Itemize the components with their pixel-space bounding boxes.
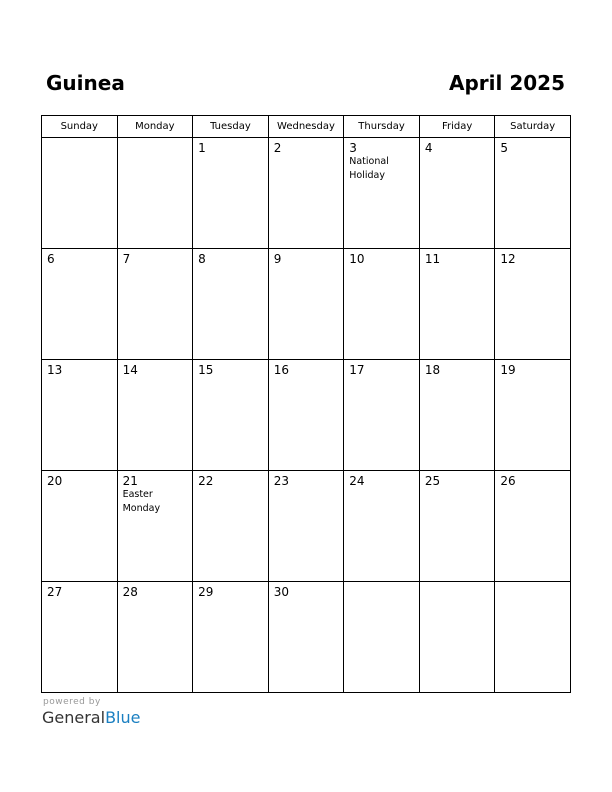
day-cell bbox=[344, 360, 420, 471]
calendar-grid bbox=[41, 115, 571, 693]
day-number: 29 bbox=[198, 585, 214, 599]
day-cell bbox=[117, 582, 193, 693]
week-row bbox=[42, 249, 571, 360]
day-cell bbox=[42, 360, 118, 471]
day-number: 20 bbox=[47, 474, 63, 488]
day-number: 28 bbox=[122, 585, 138, 599]
week-row bbox=[42, 138, 571, 249]
day-cell bbox=[42, 249, 118, 360]
brand-blue-text: Blue bbox=[105, 708, 141, 727]
day-cell bbox=[117, 138, 193, 249]
day-cell bbox=[495, 360, 571, 471]
holiday-label: Easter Monday bbox=[122, 489, 161, 514]
day-number: 14 bbox=[122, 363, 138, 377]
day-number: 4 bbox=[424, 141, 433, 155]
day-number: 10 bbox=[349, 252, 365, 266]
weekday-monday: Monday bbox=[117, 116, 193, 138]
day-cell bbox=[268, 471, 344, 582]
day-cell bbox=[419, 471, 495, 582]
day-cell bbox=[193, 471, 269, 582]
day-number: 1 bbox=[198, 141, 206, 155]
day-number: 26 bbox=[500, 474, 516, 488]
weekday-saturday: Saturday bbox=[495, 116, 571, 138]
day-cell bbox=[117, 249, 193, 360]
powered-by-label: powered by bbox=[43, 697, 101, 707]
weekday-header-row bbox=[42, 116, 571, 138]
day-cell bbox=[495, 471, 571, 582]
day-number: 16 bbox=[273, 363, 289, 377]
day-number: 17 bbox=[349, 363, 365, 377]
day-number: 19 bbox=[500, 363, 516, 377]
day-number: 8 bbox=[198, 252, 206, 266]
day-cell bbox=[268, 138, 344, 249]
day-cell bbox=[419, 360, 495, 471]
day-cell bbox=[193, 138, 269, 249]
day-number: 13 bbox=[47, 363, 63, 377]
holiday-label: National Holiday bbox=[349, 156, 389, 181]
day-number: 21 bbox=[122, 474, 138, 488]
day-number: 2 bbox=[273, 141, 282, 155]
day-cell bbox=[344, 471, 420, 582]
brand-general-text: General bbox=[42, 708, 106, 727]
day-cell bbox=[268, 582, 344, 693]
day-number: 22 bbox=[198, 474, 214, 488]
day-cell bbox=[495, 249, 571, 360]
day-cell bbox=[42, 582, 118, 693]
day-cell bbox=[117, 471, 193, 582]
day-cell bbox=[42, 138, 118, 249]
day-cell bbox=[495, 138, 571, 249]
weekday-thursday: Thursday bbox=[344, 116, 420, 138]
day-cell bbox=[419, 138, 495, 249]
day-number: 6 bbox=[47, 252, 55, 266]
day-number: 30 bbox=[273, 585, 289, 599]
day-number: 18 bbox=[424, 363, 441, 377]
week-row bbox=[42, 582, 571, 693]
day-number: 3 bbox=[349, 141, 357, 155]
weekday-sunday: Sunday bbox=[42, 116, 118, 138]
weekday-wednesday: Wednesday bbox=[268, 116, 344, 138]
day-cell bbox=[344, 138, 420, 249]
day-cell bbox=[495, 582, 571, 693]
day-cell bbox=[268, 249, 344, 360]
day-number: 27 bbox=[47, 585, 63, 599]
weekday-friday: Friday bbox=[419, 116, 495, 138]
day-number: 15 bbox=[198, 363, 214, 377]
day-cell bbox=[193, 582, 269, 693]
day-cell bbox=[268, 360, 344, 471]
day-cell bbox=[193, 360, 269, 471]
day-number: 24 bbox=[349, 474, 365, 488]
day-number: 25 bbox=[424, 474, 441, 488]
day-number: 12 bbox=[500, 252, 516, 266]
day-number: 9 bbox=[273, 252, 282, 266]
day-cell bbox=[193, 249, 269, 360]
day-cell bbox=[42, 471, 118, 582]
day-cell bbox=[344, 582, 420, 693]
day-cell bbox=[419, 249, 495, 360]
country-title: Guinea bbox=[46, 71, 125, 95]
day-number: 11 bbox=[424, 252, 441, 266]
day-number: 23 bbox=[273, 474, 289, 488]
day-cell bbox=[344, 249, 420, 360]
week-row bbox=[42, 360, 571, 471]
day-cell bbox=[419, 582, 495, 693]
day-number: 7 bbox=[122, 252, 131, 266]
week-row bbox=[42, 471, 571, 582]
generalblue-logo bbox=[42, 708, 140, 727]
weekday-tuesday: Tuesday bbox=[193, 116, 269, 138]
day-number: 5 bbox=[500, 141, 509, 155]
day-cell bbox=[117, 360, 193, 471]
month-year-title: April 2025 bbox=[449, 71, 565, 95]
